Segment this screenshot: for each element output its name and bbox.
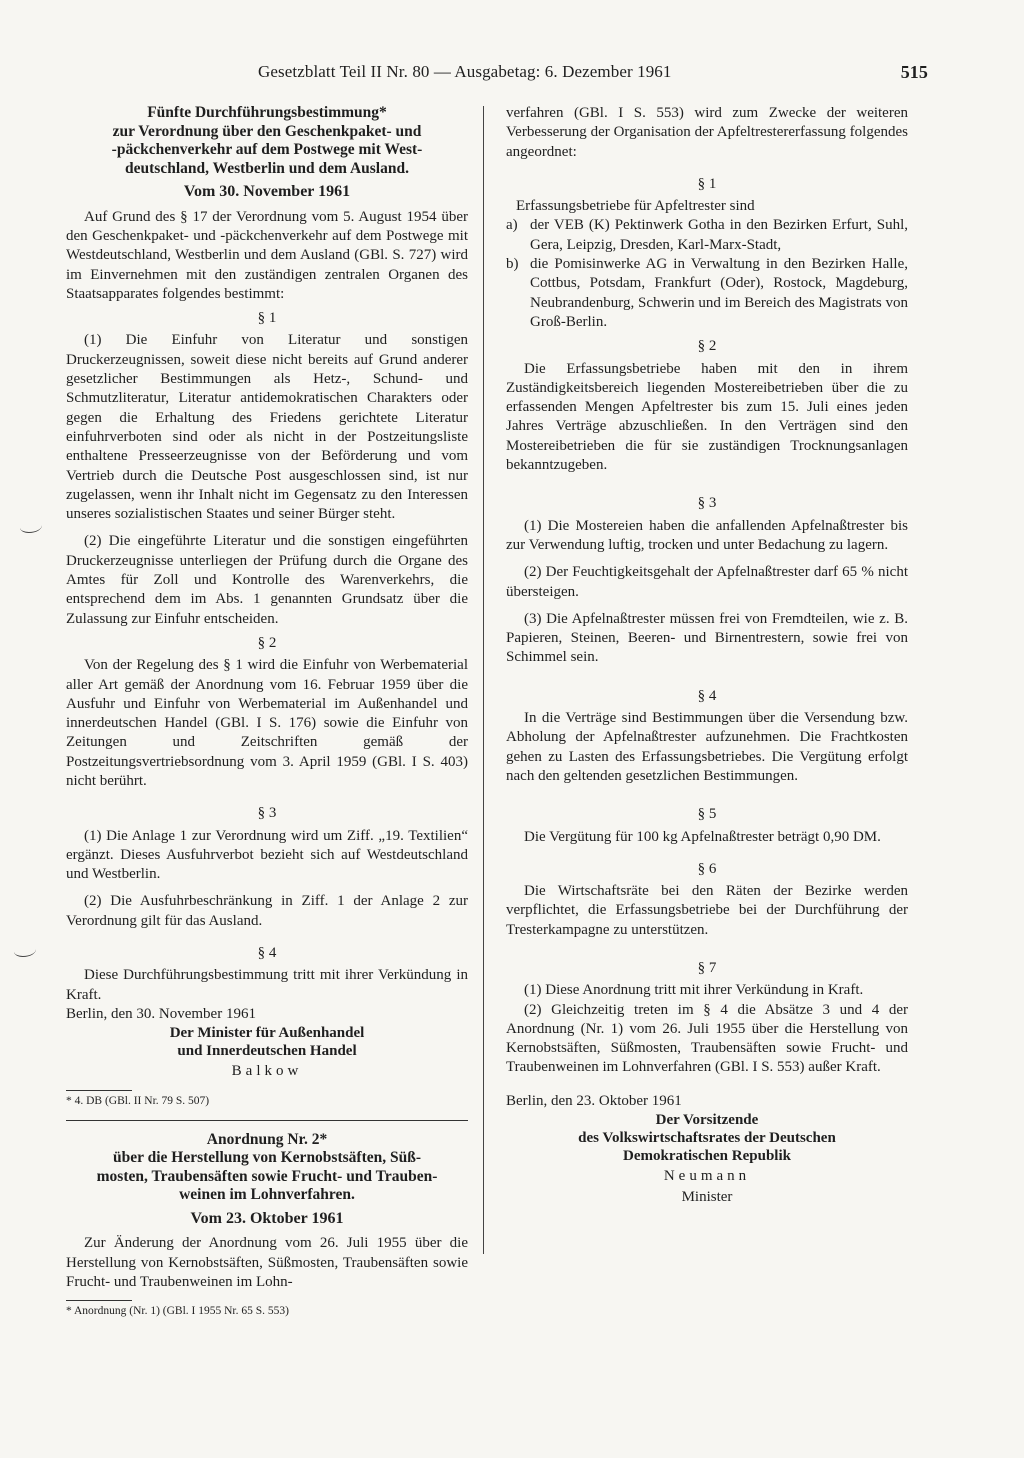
- doc2-signatory-line-2: des Volkswirtschaftsrates der Deutschen: [578, 1130, 836, 1147]
- doc1-section-4-heading: § 4: [257, 945, 277, 962]
- footnote-rule: [66, 1090, 132, 1091]
- doc1-intro: Auf Grund des § 17 der Verordnung vom 5. August 1954 über den Geschenkpaket- und -päckchenverkehr auf dem Postwege mit Westdeutschland, Westberlin und dem Ausland (GBl. S. 727) wird im Einvernehmen mit den zuständigen zentralen Organen des Staatsapparates folgendes bestimmt:: [66, 208, 468, 302]
- column-divider: [483, 106, 484, 1254]
- doc1-section-3-para-2: (2) Die Ausfuhrbeschränkung in Ziff. 1 der Anlage 2 zur Verordnung gilt für das Ausland.: [66, 893, 468, 929]
- doc1-signatory-line-1: Der Minister für Außenhandel: [169, 1025, 365, 1042]
- doc1-section-2-text: Von der Regelung des § 1 wird die Einfuhr von Werbematerial aller Art gemäß der Anordnung vom 16. Februar 1959 über die Ausfuhr und Einfuhr von Werbematerial im Außenhandel und innerdeutschen Handel (GBl. I S. 176) sowie die Einfuhr von Zeitungen und Zeitschriften gemäß der Postzeitungsvertriebsordnung vom 3. April 1959 (GBl. I S. 403) nicht berührt.: [66, 657, 468, 789]
- list-item: [506, 255, 908, 332]
- doc1-title-line-4: deutschland, Westberlin und dem Ausland.: [125, 159, 409, 177]
- doc2-title-line-1: Anordnung Nr. 2*: [206, 1130, 328, 1148]
- doc2-title-line-4: weinen im Lohnverfahren.: [179, 1186, 355, 1204]
- doc1-section-1-heading: § 1: [257, 310, 277, 327]
- page-number: 515: [900, 62, 928, 82]
- doc1-section-1-para-1: (1) Die Einfuhr von Literatur und sonstigen Druckerzeugnissen, soweit diese nicht bereits auf Grund anderer gesetzlicher Bestimmungen als Hetz-, Schund- und Schmutzliteratur, Literatur antidemokratischen Charakters oder gegen die Erhaltung des Friedens gerichtete Literatur einfuhrverboten sind oder als nicht in der Postzeitungsliste enthaltene Presseerzeugnisse von der Beförderung und vom Vertrieb durch die Deutsche Post ausgeschlossen sind, ist nur zugelassen, wenn ihr Inhalt nicht im Gegensatz zu den Interessen unseres sozialistischen Staates und seiner Bürger steht.: [66, 332, 468, 523]
- doc1-section-2-heading: § 2: [257, 634, 277, 651]
- doc2-signatory-line-3: Demokratischen Republik: [623, 1148, 791, 1165]
- doc2-intro-continued: verfahren (GBl. I S. 553) wird zum Zwecke der weiteren Verbesserung der Organisation der Apfeltrestererfassung folgendes angeordnet:: [506, 105, 908, 160]
- doc2-section-1-heading: § 1: [697, 175, 717, 192]
- doc2-place-date: Berlin, den 23. Oktober 1961: [506, 1092, 682, 1109]
- doc2-section-3-para-1: (1) Die Mostereien haben die anfallenden Apfelnaßtrester bis zur Verwendung luftig, trocken und unter Bedachung zu lagern.: [506, 517, 908, 553]
- doc2-section-6-text: Die Wirtschaftsräte bei den Räten der Bezirke werden verpflichtet, die Erfassungsbetriebe bei der Durchführung der Tresterkampagne zu unterstützen.: [506, 883, 908, 938]
- doc1-title-line-3: -päckchenverkehr auf dem Postwege mit West-: [111, 141, 423, 159]
- doc2-section-6-heading: § 6: [697, 860, 717, 877]
- list-item-mark: a): [506, 217, 518, 234]
- doc2-section-4-text: In die Verträge sind Bestimmungen über die Versendung bzw. Abholung der Apfelnaßtrester aufzunehmen. Die Frachtkosten gehen zu Lasten des Erfassungsbetriebes. Die Vergütung erfolgt nach den geltenden gesetzlichen Bestimmungen.: [506, 710, 908, 784]
- doc2-signatory-line-1: Der Vorsitzende: [655, 1112, 759, 1129]
- list-item-mark: b): [506, 256, 519, 273]
- doc2-signatory-title: Minister: [681, 1189, 733, 1206]
- doc2-date: Vom 23. Oktober 1961: [190, 1209, 344, 1227]
- doc1-section-1-para-2: (2) Die eingeführte Literatur und die sonstigen eingeführten Druckerzeugnisse unterliegen der Prüfung durch die Organe des Amtes für Zoll und Kontrolle des Warenverkehrs, die entsprechend dem im Abs. 1 genannten Grundsatz über die Zulassung zur Einfuhr entscheiden.: [66, 533, 468, 627]
- doc2-section-4-heading: § 4: [697, 687, 717, 704]
- doc1-signatory-line-2: und Innerdeutschen Handel: [177, 1043, 357, 1060]
- doc2-section-5-text: Die Vergütung für 100 kg Apfelnaßtrester beträgt 0,90 DM.: [524, 828, 881, 845]
- doc2-section-2-text: Die Erfassungsbetriebe haben mit den in ihrem Zuständigkeitsbereich liegenden Mostereibetrieben über die zu erfassenden Mengen Apfeltrester bis zum 15. Juli eines jeden Jahres Verträge abzuschließen. In den Verträgen sind den Mostereibetrieben die für sie zuständigen Trocknungsanlagen bekanntzugeben.: [506, 360, 908, 474]
- left-column: [66, 104, 468, 1318]
- running-header: [258, 62, 930, 86]
- doc1-section-4-text: Diese Durchführungsbestimmung tritt mit ihrer Verkündung in Kraft.: [66, 967, 468, 1003]
- document-separator: [66, 1120, 468, 1121]
- doc2-section-5-heading: § 5: [697, 806, 717, 823]
- margin-check-mark: [14, 944, 36, 957]
- doc2-section-7-para-2: (2) Gleichzeitig treten im § 4 die Absätze 3 und 4 der Anordnung (Nr. 1) vom 26. Juli 1955 über die Herstellung von Kernobstsäften, Süßmosten, Traubensäften sowie Frucht- und Traubenweinen im Lohnverfahren (GBl. I S. 553) außer Kraft.: [506, 1001, 908, 1076]
- footnote-rule: [66, 1300, 132, 1301]
- doc1-title-line-1: Fünfte Durchführungsbestimmung*: [147, 104, 387, 121]
- doc2-section-7-heading: § 7: [697, 959, 717, 976]
- doc1-section-3-para-1: (1) Die Anlage 1 zur Verordnung wird um Ziff. „19. Textilien“ ergänzt. Dieses Ausfuhrverbot bezieht sich auf Westdeutschland und Westberlin.: [66, 827, 468, 883]
- doc1-place-date: Berlin, den 30. November 1961: [66, 1005, 256, 1022]
- doc2-section-2-heading: § 2: [697, 338, 717, 355]
- doc1-date: Vom 30. November 1961: [183, 183, 351, 201]
- list-item-text: die Pomisinwerke AG in Verwaltung in den Bezirken Halle, Cottbus, Potsdam, Frankfurt (Oder), Rostock, Magdeburg, Neubrandenburg, Schwerin und im Bereich des Magistrats von Groß-Berlin.: [530, 256, 908, 330]
- doc2-section-3-para-3: (3) Die Apfelnaßtrester müssen frei von Fremdteilen, wie z. B. Papieren, Steinen, Beeren- und Birnentrestern, sowie frei von Schimmel sein.: [506, 610, 908, 666]
- doc2-section-3-heading: § 3: [697, 495, 717, 512]
- right-column: [506, 104, 908, 1208]
- doc2-footnote: * Anordnung (Nr. 1) (GBl. I 1955 Nr. 65 S. 553): [66, 1305, 289, 1318]
- doc2-signatory-name: Neumann: [663, 1168, 751, 1185]
- doc1-signatory-name: Balkow: [231, 1063, 303, 1080]
- margin-check-mark: [20, 520, 42, 533]
- doc1-title-line-2: zur Verordnung über den Geschenkpaket- und: [112, 122, 422, 140]
- doc2-intro-start: Zur Änderung der Anordnung vom 26. Juli 1955 über die Herstellung von Kernobstsäften, Süßmosten, Traubensäften sowie Frucht- und Traubenweinen im Lohn-: [66, 1235, 468, 1290]
- doc2-section-1-intro: Erfassungsbetriebe für Apfeltrester sind: [516, 198, 755, 215]
- doc1-footnote: * 4. DB (GBl. II Nr. 79 S. 507): [66, 1094, 210, 1107]
- doc1-section-3-heading: § 3: [257, 805, 277, 822]
- list-item-text: der VEB (K) Pektinwerk Gotha in den Bezirken Erfurt, Suhl, Gera, Leipzig, Dresden, Karl-Marx-Stadt,: [530, 217, 908, 253]
- doc2-title-line-3: mosten, Traubensäften sowie Frucht- und Trauben-: [96, 1167, 438, 1185]
- doc2-section-3-para-2: (2) Der Feuchtigkeitsgehalt der Apfelnaßtrester darf 65 % nicht übersteigen.: [506, 564, 908, 600]
- running-title: Gesetzblatt Teil II Nr. 80 — Ausgabetag: 6. Dezember 1961: [258, 62, 672, 81]
- list-item: [506, 216, 908, 255]
- doc2-section-7-para-1: (1) Diese Anordnung tritt mit ihrer Verkündung in Kraft.: [524, 982, 864, 999]
- doc2-title-line-2: über die Herstellung von Kernobstsäften, Süß-: [112, 1149, 422, 1167]
